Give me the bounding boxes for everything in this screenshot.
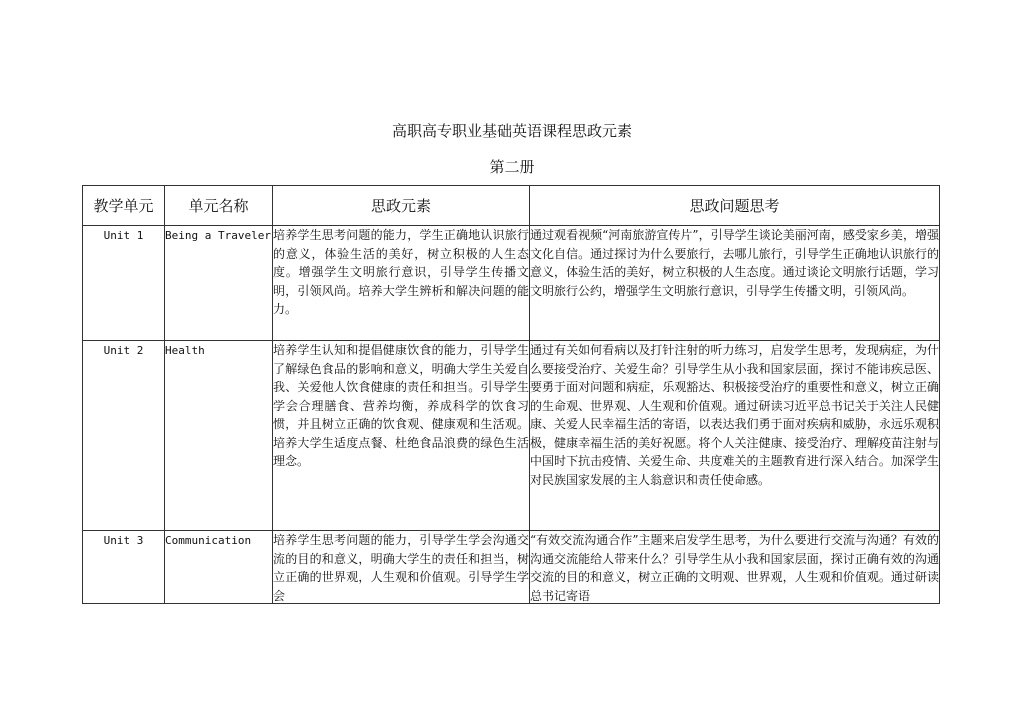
cell-ideology-questions: 通过有关如何看病以及打针注射的听力练习，启发学生思考，发现病症，为什么要接受治疗、关爱生命？引导学生从小我和国家层面，探讨不能讳疾忌医、要勇于面对问题和病症，乐观豁达、积极接受治疗的重要性和意义，树立正确的生命观、世界观、人生观和价值观。通过研读习近平总书记关于关注人民健康、关爱人民幸福生活的寄语，以表达我们勇于面对疾病和威胁，永远乐观积极，健康幸福生活的美好祝愿。将个人关注健康、接受治疗、理解疫苗注射与中国时下抗击疫情、关爱生命、共度难关的主题教育进行深入结合。加深学生对民族国家发展的主人翁意识和责任使命感。 [530, 341, 940, 531]
cell-ideology-elements: 培养学生思考问题的能力，学生正确地认识旅行的意义，体验生活的美好，树立积极的人生态度。增强学生文明旅行意识，引导学生传播文明，引领风尚。培养大学生辨析和解决问题的能力。 [273, 226, 530, 341]
cell-ideology-questions: 通过观看视频“河南旅游宣传片”，引导学生谈论美丽河南，感受家乡美，增强文化自信。通过探讨为什么要旅行，去哪儿旅行，引导学生正确地认识旅行的意义，体验生活的美好，树立积极的人生态度。通过谈论文明旅行话题，学习文明旅行公约，增强学生文明旅行意识，引导学生传播文明，引领风尚。 [530, 226, 940, 341]
table-header-row [83, 186, 940, 226]
cell-unit: Unit 1 [83, 226, 165, 341]
table-row [83, 226, 940, 341]
cell-ideology-elements [273, 531, 530, 604]
document-title: 高职高专职业基础英语课程思政元素 [391, 122, 632, 140]
table-row [83, 341, 940, 531]
cell-unit-name: Health [165, 341, 273, 531]
volume-subtitle: 第二册 [489, 158, 535, 176]
cell-ideology-elements-text: 培养学生思考问题的能力，引导学生学会沟通交流的目的和意义，明确大学生的责任和担当，树立正确的世界观，人生观和价值观。引导学生学会 [273, 533, 529, 603]
cell-unit-name: Communication [165, 531, 273, 604]
cell-ideology-questions-text: “有效交流沟通合作”主题来启发学生思考，为什么要进行交流与沟通？有效的沟通交流能给人带来什么？引导学生从小我和国家层面，探讨正确有效的沟通交流的目的和意义，树立正确的文明观、世界观，人生观和价值观。通过研读总书记寄语 [530, 533, 939, 603]
cell-unit-name: Being a Traveler [165, 226, 273, 341]
cell-unit: Unit 2 [83, 341, 165, 531]
header-ideology-elements: 思政元素 [273, 186, 530, 226]
cell-ideology-elements: 培养学生认知和提倡健康饮食的能力，引导学生了解绿色食品的影响和意义，明确大学生关爱自我、关爱他人饮食健康的责任和担当。引导学生学会合理膳食、营养均衡，养成科学的饮食习惯，并且树立正确的饮食观、健康观和生活观。培养大学生适度点餐、杜绝食品浪费的绿色生活理念。 [273, 341, 530, 531]
header-ideology-questions: 思政问题思考 [530, 186, 940, 226]
header-teaching-unit: 教学单元 [83, 186, 165, 226]
cell-ideology-questions [530, 531, 940, 604]
ideology-elements-table [82, 185, 940, 604]
table-row [83, 531, 940, 604]
header-unit-name: 单元名称 [165, 186, 273, 226]
cell-unit: Unit 3 [83, 531, 165, 604]
